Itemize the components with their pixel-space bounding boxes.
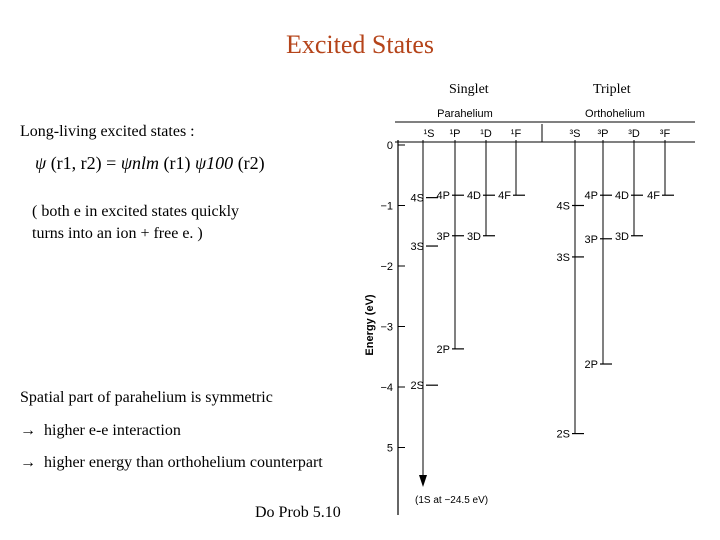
axis-tick-label: −3 bbox=[380, 321, 393, 334]
para-level-label: 2S bbox=[410, 380, 424, 393]
ortho-level-label: 4F bbox=[647, 190, 660, 203]
ortho-col-F: ³F bbox=[659, 128, 671, 140]
ortho-level-label: 4S bbox=[556, 200, 570, 213]
r1-arg: (r1) bbox=[163, 153, 191, 173]
ortho-col-P: ³P bbox=[597, 128, 609, 140]
para-col-P: ¹P bbox=[449, 128, 461, 140]
higher-ee-text: higher e-e interaction bbox=[44, 422, 181, 439]
note-line-2: turns into an ion + free e. ) bbox=[32, 225, 203, 242]
ground-state-arrow-head bbox=[419, 475, 427, 487]
long-living-text: Long-living excited states : bbox=[20, 123, 195, 140]
equals-sign: = bbox=[106, 153, 117, 173]
arrow-icon: → bbox=[20, 454, 36, 471]
wavefunction-equation bbox=[35, 153, 265, 174]
ortho-level-label: 3D bbox=[614, 230, 629, 243]
axis-tick-label: 5 bbox=[386, 442, 393, 455]
axis-ticks bbox=[380, 140, 405, 455]
axis-tick-label: −1 bbox=[380, 200, 393, 213]
note-line-1: ( both e in excited states quickly bbox=[32, 203, 240, 220]
para-level-label: 4P bbox=[436, 190, 450, 203]
para-col-S: ¹S bbox=[423, 128, 435, 140]
ortho-level-label: 4D bbox=[614, 190, 629, 203]
spatial-symmetric-text: Spatial part of parahelium is symmetric bbox=[20, 389, 273, 406]
ground-state-note: (1S at −24.5 eV) bbox=[415, 495, 489, 506]
ortho-col-S: ³S bbox=[569, 128, 581, 140]
axis-tick-label: −4 bbox=[380, 382, 393, 394]
ortho-level-label: 3S bbox=[556, 251, 570, 264]
ortho-col-D: ³D bbox=[628, 128, 640, 140]
psi-nlm: ψnlm bbox=[120, 153, 160, 173]
para-col-D: ¹D bbox=[480, 128, 492, 140]
r2-arg: (r2) bbox=[237, 153, 265, 173]
problem-reference: Do Prob 5.10 bbox=[255, 504, 341, 521]
psi-symbol: ψ bbox=[35, 153, 47, 173]
ortho-level-label: 3P bbox=[584, 233, 598, 246]
para-level-label: 4D bbox=[466, 190, 481, 203]
triplet-heading: Triplet bbox=[593, 82, 631, 97]
higher-ee-row bbox=[20, 420, 181, 442]
para-level-label: 4F bbox=[498, 190, 511, 203]
axis-tick-label: −2 bbox=[380, 261, 393, 273]
para-level-label: 3S bbox=[410, 241, 424, 254]
ortho-level-label: 4P bbox=[584, 190, 598, 203]
para-col-F: ¹F bbox=[510, 128, 522, 140]
arrow-icon: → bbox=[20, 422, 36, 439]
energy-level-diagram bbox=[355, 100, 695, 520]
para-level-label: 2P bbox=[436, 343, 450, 356]
para-level-label: 3D bbox=[466, 230, 481, 243]
axis-tick-label: 0 bbox=[386, 140, 393, 152]
singlet-heading: Singlet bbox=[449, 82, 489, 97]
parahelium-label: Parahelium bbox=[437, 108, 493, 120]
level-lines bbox=[455, 140, 665, 434]
para-level-label: 3P bbox=[436, 230, 450, 243]
psi-100: ψ100 bbox=[195, 153, 234, 173]
orthohelium-label: Orthohelium bbox=[585, 108, 645, 120]
page-title: Excited States bbox=[285, 30, 434, 59]
ortho-level-label: 2S bbox=[556, 428, 570, 441]
psi-args: (r1, r2) bbox=[50, 153, 102, 173]
para-level-label: 4S bbox=[410, 192, 424, 205]
higher-energy-row bbox=[20, 452, 323, 474]
higher-energy-text: higher energy than orthohelium counterpart bbox=[44, 454, 323, 471]
ortho-level-label: 2P bbox=[584, 359, 598, 372]
energy-axis-label: Energy (eV) bbox=[364, 294, 376, 356]
